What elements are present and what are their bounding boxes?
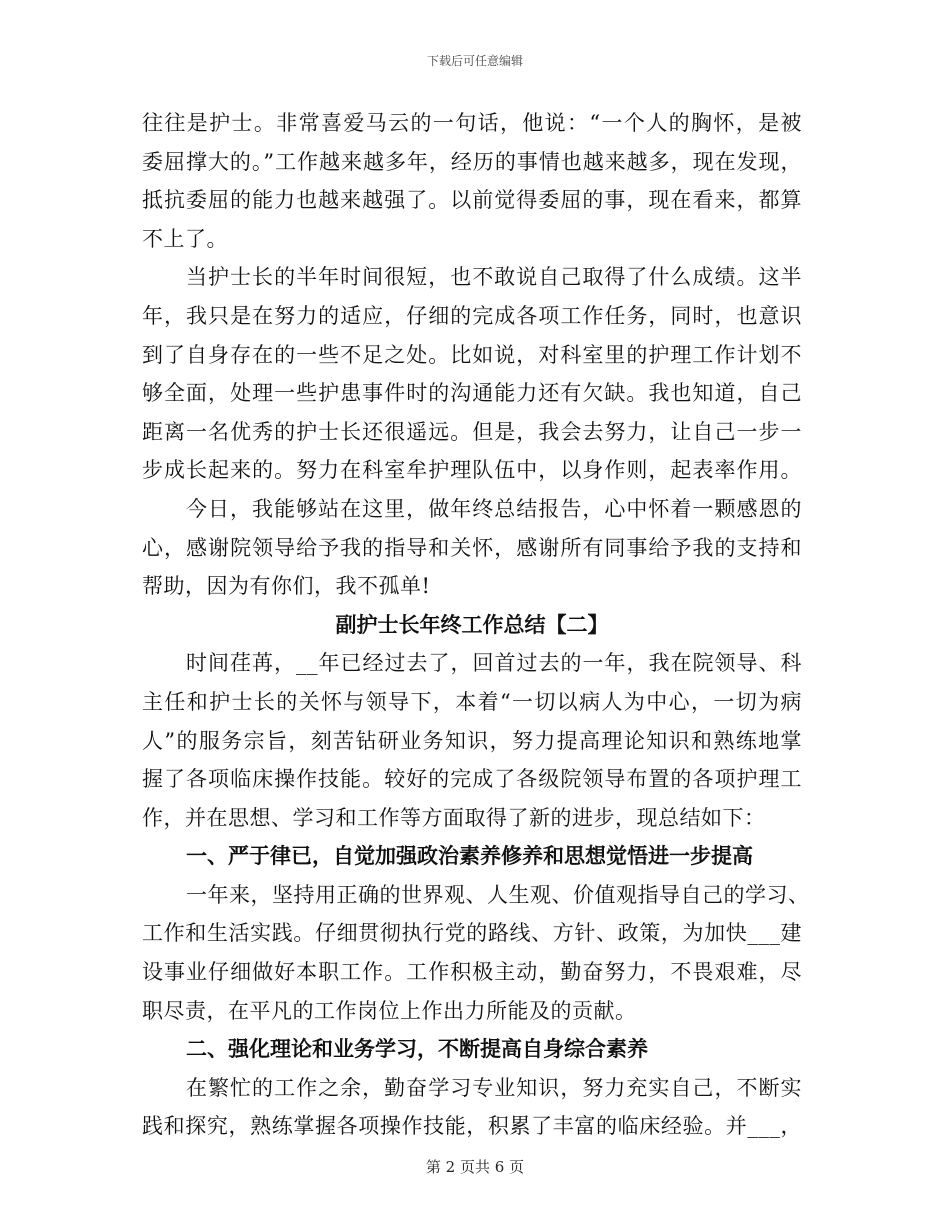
text-line: 往往是护士。非常喜爱马云的一句话，他说：“一个人的胸怀，是被 — [142, 111, 802, 135]
text-line: 主任和护士长的关怀与领导下，本着“一切以病人为中心，一切为病 — [142, 689, 802, 714]
text-line: 人”的服务宗旨，刻苦钻研业务知识，努力提高理论知识和熟练地掌 — [142, 728, 802, 753]
text-line: 一年来，坚持用正确的世界观、人生观、价值观指导自己的学习、 — [186, 882, 810, 907]
text-line: 距离一名优秀的护士长还很遥远。但是，我会去努力，让自己一步一 — [142, 419, 802, 444]
text-line: 时间荏苒，__年已经过去了，回首过去的一年，我在院领导、科 — [186, 651, 802, 676]
text-line: 年，我只是在努力的适应，仔细的完成各项工作任务，同时，也意识 — [142, 303, 802, 328]
text-line: 今日，我能够站在这里，做年终总结报告，心中怀着一颗感恩的 — [186, 496, 802, 521]
text-line: 步成长起来的。努力在科室牟护理队伍中，以身作则，起表率作用。 — [142, 458, 802, 483]
text-line: 设事业仔细做好本职工作。工作积极主动，勤奋努力，不畏艰难，尽 — [142, 960, 802, 985]
text-line: 帮助，因为有你们，我不孤单! — [142, 574, 431, 599]
text-line: 工作和生活实践。仔细贯彻执行党的路线、方针、政策，为加快___建 — [142, 921, 802, 946]
page-number: 第 2 页共 6 页 — [425, 1158, 525, 1176]
text-line: 够全面，处理一些护患事件时的沟通能力还有欠缺。我也知道，自己 — [142, 381, 802, 406]
text-line: 当护士长的半年时间很短，也不敢说自己取得了什么成绩。这半 — [186, 265, 802, 290]
text-line: 作，并在思想、学习和工作等方面取得了新的进步，现总结如下： — [142, 805, 766, 830]
subsection-heading: 一、严于律已，自觉加强政治素养修养和思想觉悟进一步提高 — [186, 843, 753, 869]
page-header: 下载后可任意编辑 — [426, 54, 523, 68]
text-line: 不上了。 — [142, 226, 228, 251]
text-line: 职尽责，在平凡的工作岗位上作出力所能及的贡献。 — [142, 998, 637, 1023]
text-line: 握了各项临床操作技能。较好的完成了各级院领导布置的各项护理工 — [142, 767, 802, 792]
text-line: 践和探究，熟练掌握各项操作技能，积累了丰富的临床经验。并___， — [142, 1114, 802, 1139]
section-title: 副护士长年终工作总结【二】 — [335, 611, 609, 637]
text-line: 到了自身存在的一些不足之处。比如说，对科室里的护理工作计划不 — [142, 342, 802, 367]
subsection-heading: 二、强化理论和业务学习，不断提高自身综合素养 — [186, 1036, 648, 1062]
text-line: 抵抗委屈的能力也越来越强了。以前觉得委屈的事，现在看来，都算 — [142, 188, 802, 213]
text-line: 在繁忙的工作之余，勤奋学习专业知识，努力充实自己，不断实 — [186, 1075, 802, 1100]
text-line: 心，感谢院领导给予我的指导和关怀，感谢所有同事给予我的支持和 — [142, 535, 802, 560]
text-line: 委屈撑大的。”工作越来越多年，经历的事情也越来越多，现在发现， — [142, 149, 802, 174]
document-body — [142, 104, 810, 1146]
